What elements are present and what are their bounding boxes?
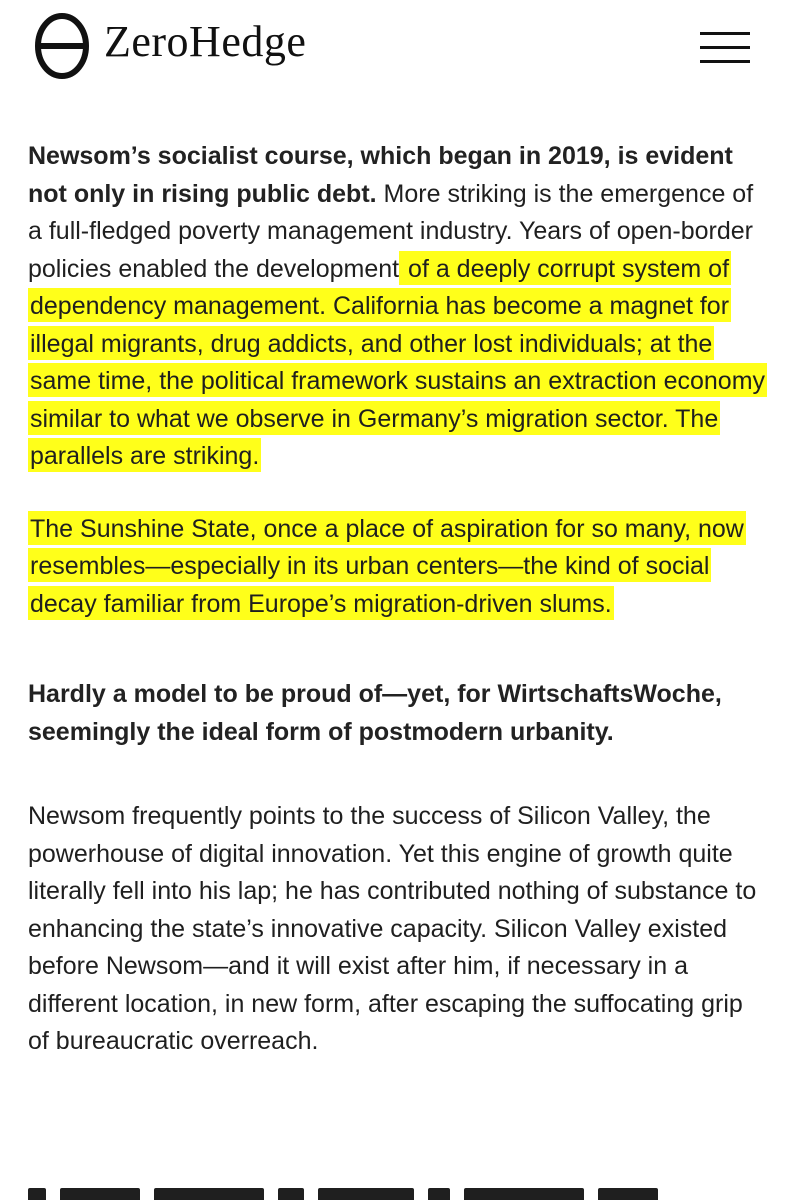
cut-off-text-line — [28, 1182, 768, 1200]
article-paragraph — [28, 138, 768, 476]
site-brand-name[interactable]: ZeroHedge — [104, 17, 307, 66]
article-paragraph — [28, 511, 768, 624]
bold-subheading: Hardly a model to be proud of—yet, for WirtschaftsWoche, seemingly the ideal form of postmodern urbanity. — [28, 680, 722, 746]
highlighted-text: The Sunshine State, once a place of aspiration for so many, now resembles—especially in its urban centers—the kind of social decay familiar from Europe’s migration-driven slums. — [28, 511, 746, 620]
article-body — [28, 138, 768, 1061]
site-header — [0, 0, 788, 100]
bold-lead-sentence: Newsom’s socialist course, which began in 2019, is evident not only in rising public debt. — [28, 142, 733, 208]
hamburger-menu-icon[interactable] — [700, 30, 750, 68]
paragraph-text: More striking is the emergence of a full-fledged poverty management industry. Years of open-border policies enabled the development — [28, 179, 754, 283]
article-paragraph: Newsom frequently points to the success of Silicon Valley, the powerhouse of digital innovation. Yet this engine of growth quite literally fell into his lap; he has contributed nothing of substance to enhancing the state’s innovative capacity. Silicon Valley existed before Newsom—and it will exist after him, if necessary in a different location, in new form, after escaping the suffocating grip of bureaucratic overreach. — [28, 802, 757, 1055]
theta-logo-icon[interactable] — [34, 13, 90, 79]
highlighted-text: of a deeply corrupt system of dependency management. California has become a magnet for illegal migrants, drug addicts, and other lost individuals; at the same time, the political framework sustains an extraction economy similar to what we observe in Germany’s migration sector. The parallels are striking. — [28, 251, 767, 473]
